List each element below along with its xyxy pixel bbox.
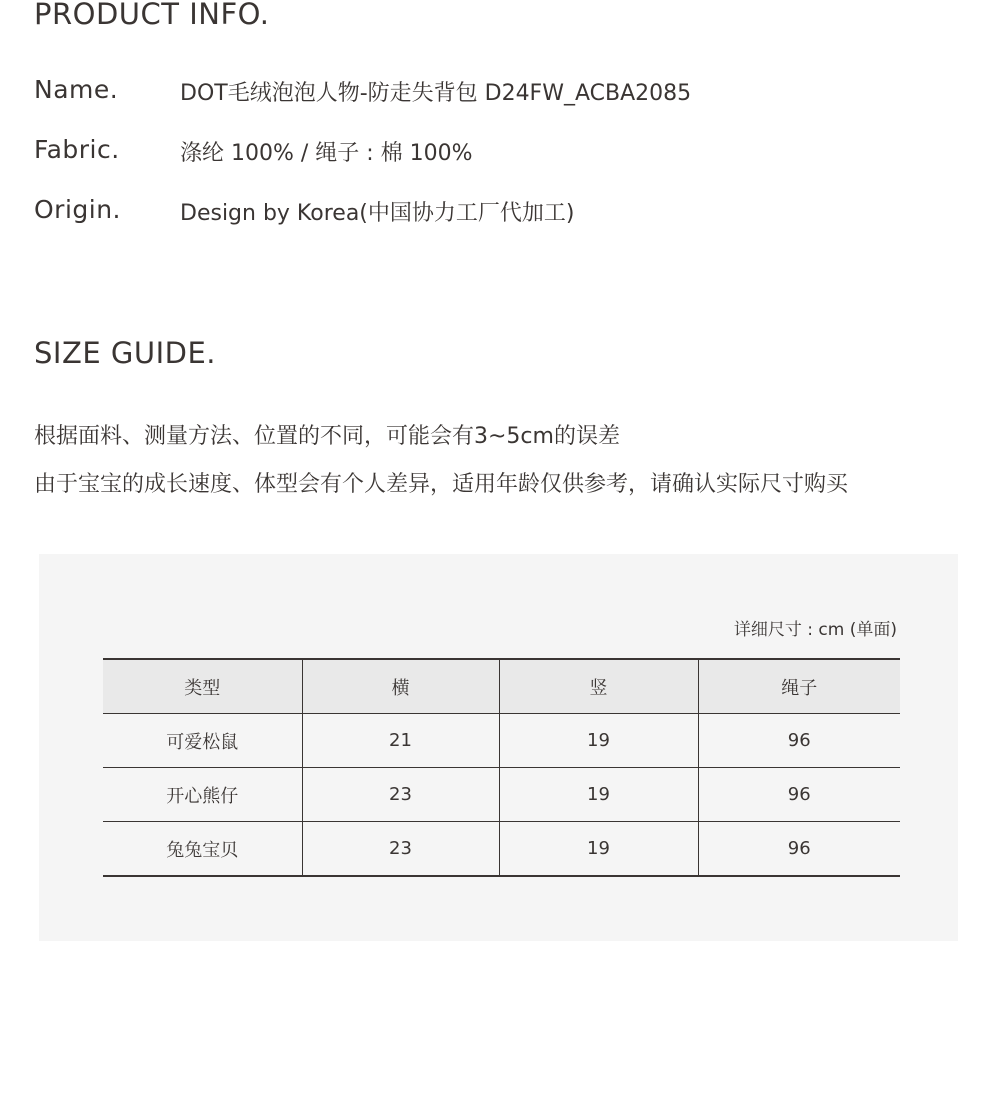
cell-width: 21 bbox=[302, 714, 499, 768]
size-guide-title: SIZE GUIDE. bbox=[34, 336, 216, 370]
cell-width: 23 bbox=[302, 822, 499, 877]
table-row bbox=[103, 714, 900, 768]
header-width: 横 bbox=[302, 659, 499, 714]
size-note: 由于宝宝的成长速度、体型会有个人差异，适用年龄仅供参考，请确认实际尺寸购买 bbox=[34, 472, 849, 497]
cell-height: 19 bbox=[499, 822, 698, 877]
cell-type: 可爱松鼠 bbox=[166, 731, 239, 753]
product-info-title: PRODUCT INFO. bbox=[34, 0, 270, 31]
fabric-label: Fabric. bbox=[34, 135, 120, 164]
table-row bbox=[103, 822, 900, 877]
size-note: 根据面料、测量方法、位置的不同，可能会有3~5cm的误差 bbox=[34, 424, 620, 449]
table-row bbox=[103, 768, 900, 822]
cell-width: 23 bbox=[302, 768, 499, 822]
header-type: 类型 bbox=[184, 677, 221, 699]
size-table bbox=[103, 658, 900, 877]
info-row-fabric bbox=[34, 135, 934, 169]
header-strap: 绳子 bbox=[698, 659, 900, 714]
cell-type: 开心熊仔 bbox=[166, 785, 239, 807]
fabric-value: 涤纶 100% / 绳子 : 棉 100% bbox=[180, 141, 473, 166]
unit-note: 详细尺寸 : cm (单面) bbox=[733, 620, 897, 640]
size-table-panel bbox=[39, 554, 958, 941]
cell-type: 兔兔宝贝 bbox=[166, 839, 239, 861]
table-header-row bbox=[103, 659, 900, 714]
cell-strap: 96 bbox=[698, 822, 900, 877]
cell-height: 19 bbox=[499, 714, 698, 768]
name-label: Name. bbox=[34, 75, 119, 104]
origin-value: Design by Korea(中国协力工厂代加工) bbox=[180, 201, 575, 226]
cell-strap: 96 bbox=[698, 714, 900, 768]
cell-height: 19 bbox=[499, 768, 698, 822]
header-height: 竖 bbox=[499, 659, 698, 714]
info-row-origin bbox=[34, 195, 934, 229]
info-row-name bbox=[34, 75, 934, 109]
origin-label: Origin. bbox=[34, 195, 122, 224]
cell-strap: 96 bbox=[698, 768, 900, 822]
name-value: DOT毛绒泡泡人物-防走失背包 D24FW_ACBA2085 bbox=[180, 81, 692, 106]
